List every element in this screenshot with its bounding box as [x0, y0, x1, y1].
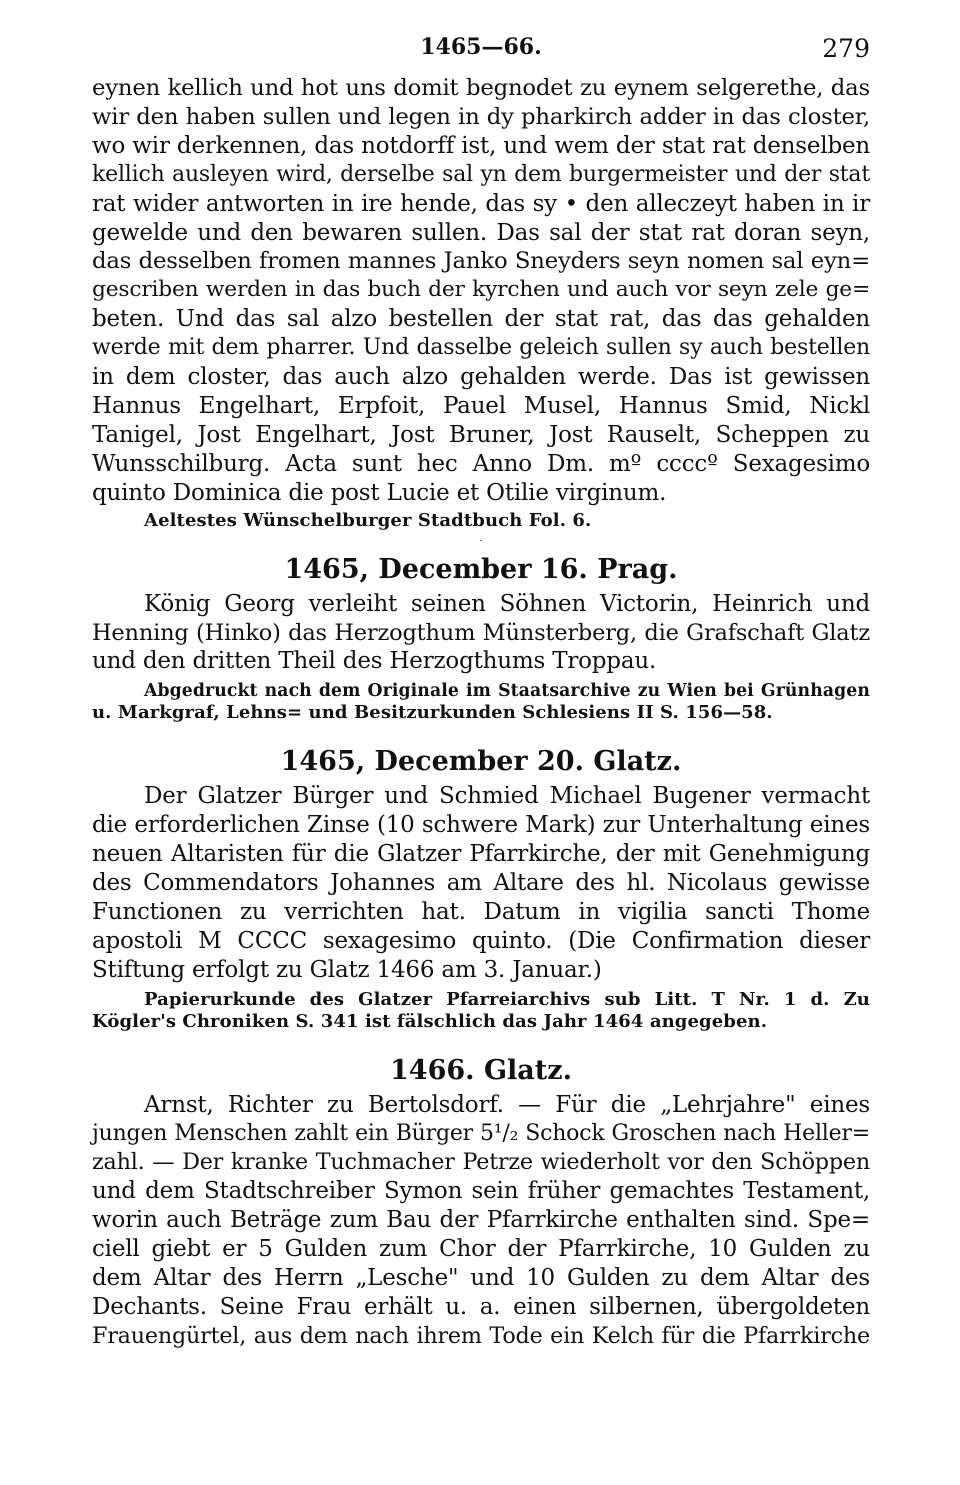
running-head	[92, 30, 870, 70]
entry-heading: 1465, December 20. Glatz.	[280, 746, 682, 778]
text-line: eynen kellich und hot uns domit begnodet zu eynem selgerethe, das	[92, 75, 870, 101]
text-line: Stiftung erfolgt zu Glatz 1466 am 3. Januar.)	[92, 956, 602, 983]
text-line: rat wider antworten in ire hende, das sy • den alleczeyt haben in ir	[92, 190, 870, 217]
text-line: werde mit dem pharrer. Und dasselbe geleich sullen sy auch bestellen	[92, 335, 870, 361]
text-line: in dem closter, das auch alzo gehalden werde. Das ist gewissen	[92, 364, 870, 391]
text-line: gewelde und den bewaren sullen. Das sal der stat rat doran seyn,	[92, 219, 870, 246]
entry-heading: 1465, December 16. Prag.	[284, 553, 678, 585]
text-line: und dem Stadtschreiber Symon sein früher gemachtes Testament,	[92, 1178, 870, 1205]
text-line: Functionen zu verrichten hat. Datum in vigilia sancti Thome	[92, 898, 870, 925]
entry-text	[92, 1091, 870, 1351]
text-line: des Commendators Johannes am Altare des hl. Nicolaus gewisse	[92, 870, 870, 897]
running-head-years: 1465—66.	[420, 34, 542, 60]
text-line: kellich ausleyen wird, derselbe sal yn dem burgermeister und der stat	[92, 161, 870, 187]
book-page	[92, 30, 870, 1470]
text-line: Der Glatzer Bürger und Schmied Michael Bugener vermacht	[144, 783, 870, 810]
text-line: ciell giebt er 5 Gulden zum Chor der Pfarrkirche, 10 Gulden zu	[92, 1236, 870, 1263]
source-line: u. Markgraf, Lehns= und Besitzurkunden Schlesiens II S. 156—58.	[92, 702, 773, 724]
text-line: Dechants. Seine Frau erhält u. a. einen silbernen, übergoldeten	[92, 1294, 870, 1320]
entry-text	[92, 590, 870, 677]
text-line: worin auch Beträge zum Bau der Pfarrkirche enthalten sind. Spe=	[92, 1207, 870, 1234]
source-line: Kögler's Chroniken S. 341 ist fälschlich das Jahr 1464 angegeben.	[92, 1010, 768, 1032]
text-line: Wunsschilburg. Acta sunt hec Anno Dm. mº ccccº Sexagesimo	[92, 450, 870, 477]
text-line: Frauengürtel, aus dem nach ihrem Tode ein Kelch für die Pfarrkirche	[92, 1322, 870, 1349]
text-line: das desselben fromen mannes Janko Sneyders seyn nomen sal eyn=	[92, 248, 870, 275]
text-line: zahl. — Der kranke Tuchmacher Petrze wiederholt vor den Schöppen	[92, 1149, 870, 1176]
text-line: Hannus Engelhart, Erpfoit, Pauel Musel, Hannus Smid, Nickl	[92, 392, 870, 419]
entry-text	[92, 782, 870, 984]
continuation-paragraph	[92, 74, 870, 508]
source-line: Abgedruckt nach dem Originale im Staatsarchive zu Wien bei Grünhagen	[144, 681, 870, 702]
text-line: quinto Dominica die post Lucie et Otilie virginum.	[92, 479, 667, 506]
entry-heading: 1466. Glatz.	[390, 1054, 572, 1086]
page-number: 279	[822, 34, 870, 63]
text-line: wo wir derkennen, das notdorff ist, und wem der stat rat denselben	[92, 132, 870, 159]
text-line: wir den haben sullen und legen in dy pharkirch adder in das closter,	[92, 103, 870, 130]
text-line: apostoli M CCCC sexagesimo quinto. (Die Confirmation dieser	[92, 927, 870, 954]
section-separator: ·	[479, 535, 483, 547]
text-line: die erforderlichen Zinse (10 schwere Mark) zur Unterhaltung eines	[92, 812, 870, 839]
text-line: König Georg verleiht seinen Söhnen Victorin, Heinrich und	[144, 590, 870, 617]
text-line: neuen Altaristen für die Glatzer Pfarrkirche, der mit Genehmigung	[92, 841, 870, 868]
text-line: und den dritten Theil des Herzogthums Troppau.	[92, 648, 657, 675]
text-line: beten. Und das sal alzo bestellen der stat rat, das das gehalden	[92, 306, 870, 333]
text-line: dem Altar des Herrn „Lesche" und 10 Gulden zu dem Altar des	[92, 1265, 870, 1292]
source-note: Aeltestes Wünschelburger Stadtbuch Fol. 6.	[144, 509, 592, 531]
text-line: gescriben werden in das buch der kyrchen und auch vor seyn zele ge=	[92, 277, 870, 303]
source-note	[92, 989, 870, 1033]
text-line: jungen Menschen zahlt ein Bürger 5¹/₂ Schock Groschen nach Heller=	[92, 1120, 870, 1146]
text-line: Tanigel, Jost Engelhart, Jost Bruner, Jost Rauselt, Scheppen zu	[92, 421, 870, 448]
text-line: Arnst, Richter zu Bertolsdorf. — Für die „Lehrjahre" eines	[144, 1091, 870, 1118]
source-note	[92, 680, 870, 724]
text-line: Henning (Hinko) das Herzogthum Münsterberg, die Grafschaft Glatz	[92, 619, 870, 646]
source-line: Papierurkunde des Glatzer Pfarreiarchivs sub Litt. T Nr. 1 d. Zu	[144, 988, 870, 1010]
